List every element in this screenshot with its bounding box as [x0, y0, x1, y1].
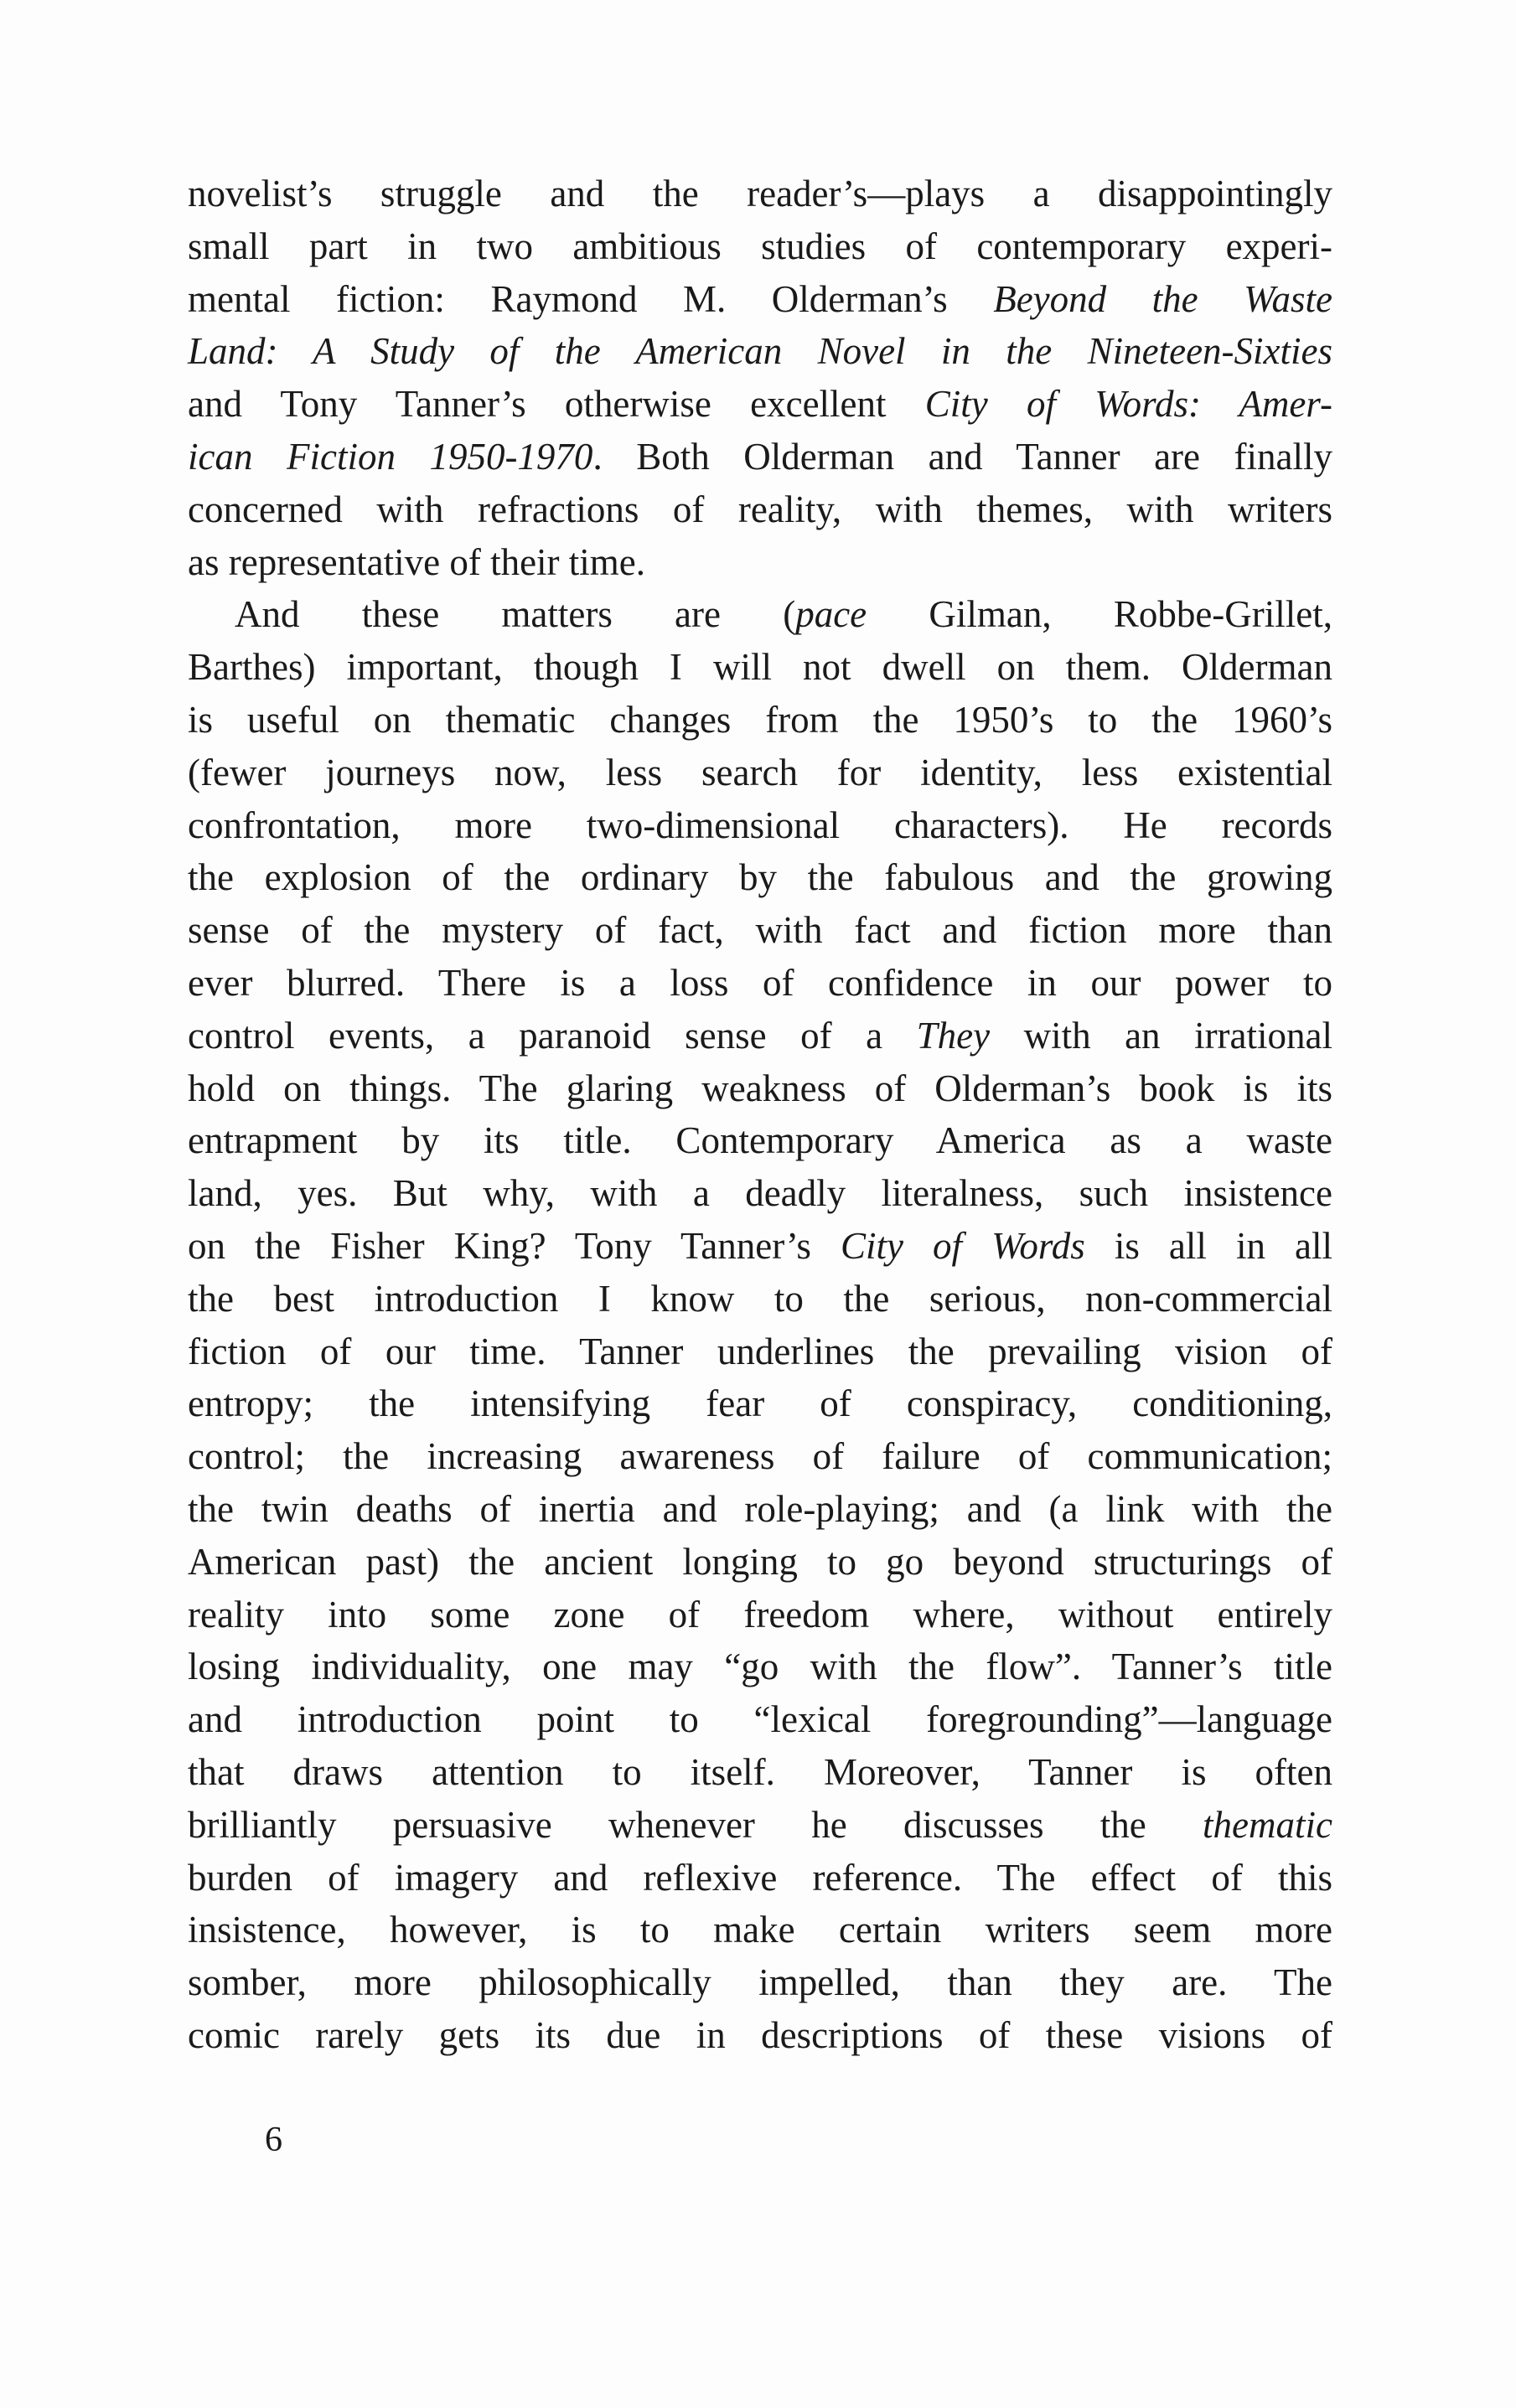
text-segment: confrontation, more two-dimensional characters). He records: [188, 804, 1332, 846]
text-line: [188, 957, 1332, 1010]
text-segment: brilliantly persuasive whenever he discusses the: [188, 1803, 1203, 1846]
text-line: [188, 851, 1332, 904]
text-line: [188, 431, 1332, 483]
text-segment: with an irrational: [990, 1014, 1332, 1057]
body-text: [188, 168, 1332, 2062]
text-segment: and introduction point to “lexical foregrounding”—language: [188, 1698, 1332, 1741]
text-line: [188, 904, 1332, 957]
text-segment: mental fiction: Raymond M. Olderman’s: [188, 277, 994, 320]
italic-text: They: [916, 1014, 991, 1057]
text-segment: . Both Olderman and Tanner are finally: [592, 435, 1332, 478]
text-segment: reality into some zone of freedom where, without entirely: [188, 1593, 1332, 1635]
text-segment: insistence, however, is to make certain writers seem more: [188, 1909, 1332, 1951]
text-line: [188, 1114, 1332, 1167]
text-segment: entropy; the intensifying fear of conspiracy, conditioning,: [188, 1382, 1332, 1425]
text-segment: on the Fisher King? Tony Tanner’s: [188, 1224, 841, 1267]
text-line: [188, 483, 1332, 536]
text-segment: is useful on thematic changes from the 1950’s to the 1960’s: [188, 698, 1332, 741]
text-segment: small part in two ambitious studies of contemporary experi-: [188, 225, 1332, 267]
text-segment: and Tony Tanner’s otherwise excellent: [188, 383, 925, 426]
text-line: [188, 2009, 1332, 2062]
text-segment: (fewer journeys now, less search for identity, less existential: [188, 751, 1332, 793]
page-number: 6: [265, 2121, 282, 2159]
text-segment: somber, more philosophically impelled, than they are. The: [188, 1961, 1332, 2004]
text-segment: is all in all: [1084, 1224, 1332, 1267]
text-line: [188, 1010, 1332, 1062]
text-line: [188, 325, 1332, 378]
text-segment: losing individuality, one may “go with the flow”. Tanner’s title: [188, 1646, 1332, 1688]
text-line: [188, 536, 1332, 589]
text-line: [188, 1799, 1332, 1852]
italic-text: City of Words: [840, 1224, 1085, 1267]
text-segment: the twin deaths of inertia and role-playing; and (a link with the: [188, 1487, 1332, 1530]
text-segment: the best introduction I know to the serious, non-commercial: [188, 1277, 1332, 1320]
text-segment: novelist’s struggle and the reader’s—plays a disappointingly: [188, 173, 1332, 214]
text-line: [188, 1536, 1332, 1589]
italic-text: pace: [795, 593, 867, 636]
text-segment: entrapment by its title. Contemporary America as a waste: [188, 1119, 1332, 1162]
text-line: [188, 1377, 1332, 1430]
text-line: [188, 588, 1332, 641]
italic-text: ican Fiction 1950-1970: [188, 435, 593, 478]
text-segment: hold on things. The glaring weakness of Olderman’s book is its: [188, 1067, 1332, 1109]
text-segment: comic rarely gets its due in descriptions of these visions of: [188, 2013, 1332, 2056]
text-line: [188, 1852, 1332, 1904]
text-segment: Barthes) important, though I will not dwell on them. Olderman: [188, 646, 1332, 689]
text-segment: that draws attention to itself. Moreover, Tanner is often: [188, 1750, 1332, 1793]
italic-text: City of Words: Amer-: [924, 383, 1332, 426]
text-line: [188, 1167, 1332, 1220]
text-segment: concerned with refractions of reality, with themes, with writers: [188, 488, 1332, 530]
text-line: [188, 273, 1332, 326]
text-line: [188, 1325, 1332, 1378]
text-segment: burden of imagery and reflexive reference. The effect of this: [188, 1856, 1332, 1899]
text-line: [188, 1062, 1332, 1115]
italic-text: thematic: [1203, 1803, 1332, 1846]
text-line: [188, 641, 1332, 694]
text-segment: control; the increasing awareness of failure of communication;: [188, 1435, 1332, 1478]
text-line: [188, 1904, 1332, 1956]
text-line: [188, 220, 1332, 273]
text-segment: fiction of our time. Tanner underlines the prevailing vision of: [188, 1330, 1332, 1372]
text-line: [188, 747, 1332, 799]
text-segment: sense of the mystery of fact, with fact and fiction more than: [188, 909, 1332, 952]
text-segment: as representative of their time.: [188, 540, 646, 583]
text-segment: the explosion of the ordinary by the fabulous and the growing: [188, 856, 1332, 899]
text-line: [188, 1483, 1332, 1536]
text-line: [188, 1956, 1332, 2009]
text-line: [188, 1220, 1332, 1273]
text-line: [188, 1273, 1332, 1325]
text-line: [188, 1693, 1332, 1746]
text-segment: American past) the ancient longing to go beyond structurings of: [188, 1540, 1332, 1583]
text-line: [188, 1746, 1332, 1799]
text-line: [188, 799, 1332, 852]
text-segment: Gilman, Robbe-Grillet,: [867, 593, 1333, 636]
text-line: [188, 378, 1332, 431]
text-line: [188, 694, 1332, 747]
italic-text: Land: A Study of the American Novel in the Nineteen-Sixties: [188, 330, 1332, 373]
text-segment: control events, a paranoid sense of a: [188, 1014, 917, 1057]
text-line: [188, 1589, 1332, 1641]
text-line: [188, 1641, 1332, 1693]
text-segment: land, yes. But why, with a deadly literalness, such insistence: [188, 1172, 1332, 1215]
text-segment: ever blurred. There is a loss of confidence in our power to: [188, 961, 1332, 1004]
text-line: [188, 1430, 1332, 1483]
italic-text: Beyond the Waste: [993, 277, 1332, 320]
text-line: [188, 168, 1332, 220]
text-segment: And these matters are (: [235, 593, 796, 636]
